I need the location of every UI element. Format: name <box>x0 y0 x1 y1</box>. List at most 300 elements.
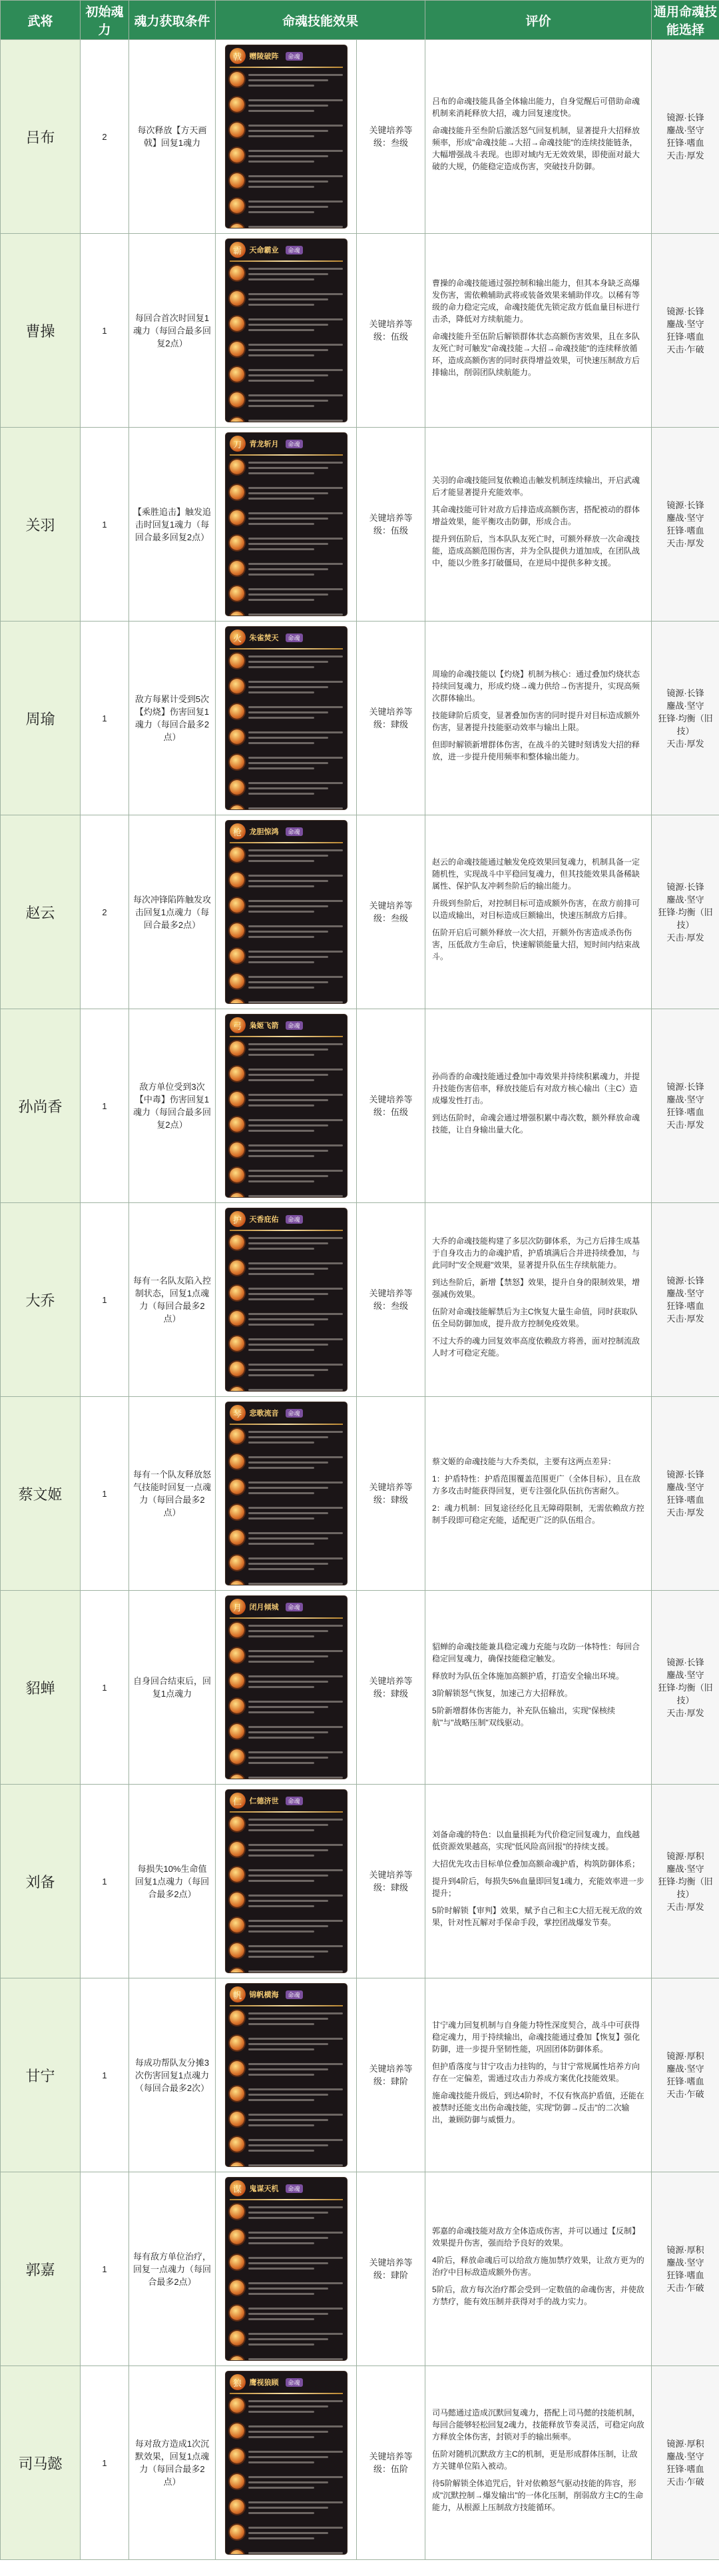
skill-tier <box>230 1842 343 1863</box>
tier-text-line <box>248 2501 343 2503</box>
tier-text-line <box>248 1844 343 1846</box>
tier-gem-icon <box>230 2061 244 2076</box>
generic-skill-line: 狂锋·均衡（旧技） <box>658 713 713 736</box>
tier-text-block <box>248 2525 343 2543</box>
tier-text-line <box>248 1777 343 1779</box>
skill-tier <box>230 729 343 751</box>
generic-skill-choice <box>652 1591 719 1785</box>
skill-tier <box>230 1724 343 1745</box>
generic-skill-line: 狂锋·均衡（旧技） <box>658 1876 713 1899</box>
tier-gem-icon <box>230 2036 244 2050</box>
evaluation <box>425 815 652 1009</box>
tier-text-line <box>248 1364 343 1366</box>
tier-text-line <box>248 354 314 356</box>
skill-name: 青龙斩月 <box>249 440 279 448</box>
tier-text-line <box>248 206 329 208</box>
tier-text-block <box>248 291 343 309</box>
generic-skill-choice <box>652 428 719 622</box>
generic-skill-line: 镜源·长锋 <box>666 500 704 510</box>
tier-text-block <box>248 1673 343 1691</box>
general-name: 赵云 <box>1 815 81 1009</box>
tier-text-line <box>248 742 314 744</box>
tier-text-line <box>248 2068 329 2070</box>
skill-name: 枭姬飞箭 <box>249 1022 279 1030</box>
tier-gem-icon <box>230 1067 244 1081</box>
skill-tag: 命魂 <box>286 1797 303 1805</box>
tier-text-line <box>248 614 343 616</box>
evaluation <box>425 2172 652 2366</box>
skill-emblem-icon: 狼 <box>230 2374 246 2390</box>
points-condition: 每对敌方造成1次沉默效果，回复1点魂力（每回合最多2点） <box>129 2366 216 2560</box>
header-initial-points: 初始魂力 <box>81 1 129 40</box>
key-level: 关键培养等级：叁级 <box>357 40 425 234</box>
generic-skill-line: 鏖战·坚守 <box>666 894 704 905</box>
skill-tier <box>230 2230 343 2251</box>
key-level: 关键培养等级：叁级 <box>357 1203 425 1397</box>
generic-skill-line: 鏖战·坚守 <box>666 319 704 329</box>
tier-text-line <box>248 2268 314 2270</box>
tier-text-line <box>248 2431 329 2433</box>
tier-text-line <box>248 344 343 346</box>
generic-skill-line: 鏖战·坚守 <box>666 125 704 135</box>
skill-tag: 命魂 <box>286 1409 303 1418</box>
tier-text-block <box>248 1842 343 1860</box>
tier-text-block <box>248 224 343 228</box>
tier-text-block <box>248 1775 343 1779</box>
skill-tier <box>230 1260 343 1282</box>
tier-text-line <box>248 767 314 769</box>
general-name: 刘备 <box>1 1785 81 1978</box>
skill-tier <box>230 2423 343 2445</box>
initial-points: 1 <box>81 1009 129 1203</box>
tier-gem-icon <box>230 1260 244 1275</box>
tier-text-line <box>248 1517 314 1519</box>
tier-gem-icon <box>230 1893 244 1907</box>
tier-text-line <box>248 1568 314 1570</box>
skill-tier <box>230 1387 343 1391</box>
generic-skill-line: 镜源·厚积 <box>666 2051 704 2061</box>
skill-tag: 命魂 <box>286 52 303 61</box>
tier-gem-icon <box>230 2255 244 2270</box>
skill-tier <box>230 1235 343 1256</box>
tier-text-line <box>248 329 314 331</box>
tier-gem-icon <box>230 1817 244 1831</box>
tier-text-line <box>248 2038 343 2040</box>
tier-text-block <box>248 1286 343 1304</box>
tier-gem-icon <box>230 1673 244 1688</box>
tier-text-block <box>248 612 343 616</box>
tier-text-line <box>248 518 329 520</box>
evaluation <box>425 1203 652 1397</box>
tier-text-line <box>248 1155 314 1157</box>
tier-text-block <box>248 367 343 385</box>
generic-skill-line: 镜源·长锋 <box>666 1276 704 1286</box>
skill-tier <box>230 460 343 481</box>
skill-tier <box>230 1623 343 1644</box>
skill-name: 闭月倾城 <box>249 1603 279 1611</box>
tier-text-line <box>248 1237 343 1239</box>
initial-points: 1 <box>81 1591 129 1785</box>
tier-text-line <box>248 1583 343 1585</box>
tier-text-line <box>248 1338 343 1340</box>
card-divider <box>230 2393 343 2394</box>
tier-gem-icon <box>230 1142 244 1157</box>
key-level: 关键培养等级：伍阶 <box>357 2366 425 2560</box>
general-name: 曹操 <box>1 234 81 428</box>
evaluation <box>425 1397 652 1591</box>
tier-text-line <box>248 2451 343 2453</box>
skill-tier <box>230 1918 343 1939</box>
tier-text-block <box>248 729 343 747</box>
tier-text-line <box>248 1273 314 1275</box>
skill-tier <box>230 847 343 869</box>
skill-card-image <box>226 1984 347 2166</box>
skill-tier <box>230 72 343 93</box>
points-condition: 每回合首次时回复1魂力（每回合最多回复2点） <box>129 234 216 428</box>
skill-tier-list <box>226 847 347 1003</box>
tier-text-line <box>248 2257 343 2259</box>
tier-gem-icon <box>230 123 244 137</box>
table-row <box>1 2366 719 2560</box>
points-condition: 每次释放【方天画戟】回复1魂力 <box>129 40 216 234</box>
tier-text-line <box>248 1442 314 1444</box>
table-row <box>1 622 719 815</box>
skill-tag: 命魂 <box>286 1990 303 1999</box>
tier-text-block <box>248 2280 343 2298</box>
tier-text-line <box>248 2411 314 2413</box>
tier-gem-icon <box>230 1749 244 1764</box>
tier-gem-icon <box>230 1387 244 1391</box>
skill-tier <box>230 704 343 725</box>
tier-text-block <box>248 1362 343 1380</box>
generic-skill-line: 镜源·厚积 <box>666 2439 704 2449</box>
skill-tier <box>230 2280 343 2302</box>
tier-text-line <box>248 1905 314 1907</box>
tier-text-line <box>248 130 329 132</box>
tier-text-line <box>248 2237 329 2239</box>
skill-emblem-icon: 护 <box>230 1211 246 1227</box>
tier-text-line <box>248 1369 329 1371</box>
evaluation-paragraph: 释放时为队伍全体施加高额护盾，打造安全输出环境。 <box>432 1671 624 1681</box>
tier-text-block <box>248 2010 343 2028</box>
skill-card-cell <box>216 1785 357 1978</box>
tier-text-line <box>248 1681 329 1683</box>
generic-skill-line: 鏖战·坚守 <box>666 2258 704 2268</box>
tier-text-line <box>248 787 329 789</box>
skill-tier <box>230 2061 343 2082</box>
table-row <box>1 1397 719 1591</box>
initial-points: 1 <box>81 428 129 622</box>
card-divider <box>230 648 343 649</box>
skill-card-image <box>226 2371 347 2554</box>
tier-text-block <box>248 1943 343 1961</box>
tier-gem-icon <box>230 755 244 769</box>
skill-emblem-icon: 帆 <box>230 1986 246 2002</box>
key-level: 关键培养等级：伍级 <box>357 234 425 428</box>
tier-gem-icon <box>230 2474 244 2489</box>
skill-tier <box>230 123 343 144</box>
tier-text-line <box>248 931 329 933</box>
tier-text-line <box>248 99 343 101</box>
evaluation-paragraph: 升级到叁阶后，对控制目标可造成额外伤害，在敌方前排可以造成输出，对目标造成巨额输出，快速压制敌方后排。 <box>432 899 640 920</box>
tier-text-line <box>248 298 329 300</box>
tier-text-line <box>248 467 329 469</box>
skill-name: 龙胆惊鸿 <box>249 828 279 836</box>
tier-gem-icon <box>230 392 244 407</box>
tier-text-line <box>248 324 329 326</box>
tier-text-block <box>248 2162 343 2166</box>
skill-tier-list <box>226 1235 347 1391</box>
skill-emblem-icon: 琴 <box>230 1405 246 1421</box>
tier-text-line <box>248 85 314 87</box>
tier-text-block <box>248 1817 343 1835</box>
tier-text-line <box>248 1563 329 1565</box>
generic-skill-line: 天击·厚发 <box>666 932 704 943</box>
skill-tag: 命魂 <box>286 1021 303 1030</box>
evaluation-paragraph: 4阶后，释放命魂后可以给敌方施加禁疗效果，让敌方更为的治疗中目标敌造成额外伤害。 <box>432 2256 644 2277</box>
skill-tier <box>230 949 343 970</box>
table-row <box>1 1009 719 1203</box>
tier-text-block <box>248 1429 343 1447</box>
tier-text-line <box>248 304 314 306</box>
tier-text-block <box>248 460 343 478</box>
tier-text-line <box>248 472 314 474</box>
evaluation-paragraph: 蔡文姬的命魂技能与大乔类似，主要有这两点差异： <box>432 1457 616 1466</box>
general-name: 甘宁 <box>1 1978 81 2172</box>
tier-text-line <box>248 661 329 663</box>
tier-text-block <box>248 510 343 528</box>
points-condition: 每损失10%生命值回复1点魂力（每回合最多2点） <box>129 1785 216 1978</box>
skill-tier <box>230 1168 343 1189</box>
skill-tier <box>230 612 343 616</box>
skill-emblem-icon: 火 <box>230 630 246 645</box>
tier-text-block <box>248 2423 343 2441</box>
generic-skill-line: 狂锋·嗜血 <box>666 138 704 148</box>
generic-skill-line: 天击·厚发 <box>666 538 704 548</box>
tier-text-line <box>248 1054 314 1056</box>
tier-text-line <box>248 211 314 213</box>
skill-tier-list <box>226 2398 347 2554</box>
tier-text-block <box>248 1699 343 1717</box>
generic-skill-line: 狂锋·均衡（旧技） <box>658 1682 713 1705</box>
tier-text-line <box>248 1869 343 1871</box>
points-condition: 每次冲锋陷阵触发攻击回复1点魂力（每回合最多2点） <box>129 815 216 1009</box>
skill-tier <box>230 1673 343 1695</box>
tier-text-block <box>248 586 343 604</box>
skill-tier <box>230 2036 343 2057</box>
tier-gem-icon <box>230 873 244 887</box>
tier-gem-icon <box>230 266 244 280</box>
tier-text-line <box>248 2094 329 2096</box>
tier-text-line <box>248 405 314 407</box>
tier-text-line <box>248 1945 343 1947</box>
initial-points: 1 <box>81 1203 129 1397</box>
skill-tier <box>230 148 343 169</box>
tier-text-line <box>248 2512 314 2514</box>
skill-tier <box>230 2255 343 2276</box>
tier-text-line <box>248 1762 314 1764</box>
generic-skill-line: 镜源·长锋 <box>666 1657 704 1667</box>
generic-skill-line: 镜源·长锋 <box>666 881 704 892</box>
tier-gem-icon <box>230 805 244 809</box>
tier-text-line <box>248 1512 329 1514</box>
generic-skill-line: 鏖战·坚守 <box>666 1482 704 1492</box>
tier-text-line <box>248 2481 329 2483</box>
generic-skill-line: 镜源·厚积 <box>666 2245 704 2255</box>
tier-text-line <box>248 1950 329 1952</box>
evaluation-paragraph: 貂蝉的命魂技能兼具稳定魂力充能与攻防一体特性：每回合稳定回复魂力，确保技能稳定触发。 <box>432 1642 640 1663</box>
tier-text-line <box>248 150 343 152</box>
evaluation-paragraph: 司马懿通过造成沉默回复魂力，搭配上司马懿的技能机制，每回合能够轻松回复2魂力，技能释放节奏灵活，可稳定向敌方释放全体伤害，封锁对手的输出频率。 <box>432 2408 644 2441</box>
generic-skill-choice <box>652 2172 719 2366</box>
generic-skill-line: 狂锋·嗜血 <box>666 2270 704 2280</box>
skill-card-header <box>226 2371 347 2393</box>
skill-tier <box>230 2162 343 2166</box>
skill-tier <box>230 291 343 312</box>
skill-tier <box>230 923 343 945</box>
tier-gem-icon <box>230 923 244 938</box>
skill-tier <box>230 173 343 195</box>
skill-card-header <box>226 45 347 67</box>
tier-text-line <box>248 2012 343 2014</box>
general-name: 孙尚香 <box>1 1009 81 1203</box>
skill-tier <box>230 1749 343 1771</box>
points-condition: 【乘胜追击】触发追击时回复1魂力（每回合最多回复2点） <box>129 428 216 622</box>
skill-tier <box>230 536 343 557</box>
evaluation-paragraph: 待5阶解锁全体追咒后，针对依赖怒气驱动技能的阵容，形成"沉默控制→爆发输出"的一体化压制，削弱敌方主C的生命能力，从根源上压制敌方技能循环。 <box>432 2479 644 2512</box>
tier-text-line <box>248 1288 343 1290</box>
skill-tier <box>230 2398 343 2419</box>
skill-tier <box>230 2010 343 2032</box>
skill-emblem-icon: 刀 <box>230 436 246 452</box>
tier-gem-icon <box>230 2525 244 2539</box>
generic-skill-line: 狂锋·嗜血 <box>666 1301 704 1311</box>
evaluation-paragraph: 赵云的命魂技能通过触发免疫效果回复魂力，机制具备一定随机性，实现战斗中平稳回复魂力，但其技能效果具备稀缺属性、保护队友冲刺叁阶后的输出能力。 <box>432 857 640 891</box>
tier-text-line <box>248 226 343 228</box>
tier-text-block <box>248 173 343 191</box>
skill-emblem-icon: 谋 <box>230 2180 246 2196</box>
tier-text-line <box>248 2119 329 2121</box>
tier-gem-icon <box>230 316 244 331</box>
tier-gem-icon <box>230 72 244 87</box>
skill-tier-list <box>226 1041 347 1197</box>
skill-tier-list <box>226 2204 347 2360</box>
tier-text-line <box>248 1349 314 1351</box>
skill-tier <box>230 1943 343 1964</box>
skill-card-cell <box>216 1009 357 1203</box>
tier-gem-icon <box>230 1623 244 1637</box>
tier-text-line <box>248 981 329 983</box>
generic-skill-line: 鏖战·坚守 <box>666 2451 704 2461</box>
key-level: 关键培养等级：肆级 <box>357 1397 425 1591</box>
tier-text-line <box>248 2288 329 2290</box>
tier-text-line <box>248 1625 343 1627</box>
tier-text-line <box>248 1819 343 1821</box>
table-row <box>1 1978 719 2172</box>
generic-skill-line: 狂锋·均衡（旧技） <box>658 907 713 930</box>
tier-text-block <box>248 1067 343 1084</box>
key-level: 关键培养等级：伍级 <box>357 428 425 622</box>
tier-text-line <box>248 293 343 295</box>
tier-gem-icon <box>230 1943 244 1958</box>
skill-card-cell <box>216 40 357 234</box>
generic-skill-line: 鏖战·坚守 <box>666 1288 704 1298</box>
tier-gem-icon <box>230 2423 244 2438</box>
tier-text-line <box>248 135 314 137</box>
tier-text-block <box>248 485 343 503</box>
tier-text-line <box>248 1094 343 1096</box>
tier-text-line <box>248 1195 343 1197</box>
skill-tier-list <box>226 653 347 809</box>
table-row <box>1 1591 719 1785</box>
header-points-condition: 魂力获取条件 <box>129 1 216 40</box>
evaluation <box>425 622 652 815</box>
tier-text-line <box>248 2507 329 2509</box>
evaluation-paragraph: 伍阶对随机沉默敌方主C的机制，更是形成群体压制，让敌方关键单位陷入被动。 <box>432 2449 638 2471</box>
tier-text-line <box>248 711 329 713</box>
tier-text-block <box>248 2356 343 2360</box>
tier-text-line <box>248 849 343 851</box>
points-condition: 敌方每累计受到5次【灼烧】伤害回复1魂力（每回合最多2点） <box>129 622 216 815</box>
tier-text-line <box>248 2405 329 2407</box>
skill-tag: 命魂 <box>286 2378 303 2387</box>
generic-skill-line: 狂锋·嗜血 <box>666 2464 704 2474</box>
tier-text-line <box>248 2400 343 2402</box>
tier-text-line <box>248 691 314 693</box>
tier-text-line <box>248 1824 329 1826</box>
skill-card-header <box>226 2178 347 2199</box>
tier-text-line <box>248 1557 343 1559</box>
tier-text-line <box>248 731 343 733</box>
tier-text-line <box>248 1956 314 1958</box>
generic-skill-choice <box>652 234 719 428</box>
generic-skill-choice <box>652 815 719 1009</box>
generic-skill-line: 天击·厚发 <box>666 1507 704 1517</box>
skill-tier <box>230 1555 343 1577</box>
skill-card-image <box>226 433 347 616</box>
tier-text-line <box>248 498 314 500</box>
tier-text-line <box>248 1344 329 1346</box>
skill-emblem-icon: 仁 <box>230 1793 246 1809</box>
skill-tier <box>230 1867 343 1889</box>
initial-points: 1 <box>81 2366 129 2560</box>
tier-text-line <box>248 1043 343 1045</box>
generic-skill-line: 鏖战·坚守 <box>666 2064 704 2074</box>
tier-gem-icon <box>230 97 244 112</box>
tier-gem-icon <box>230 1480 244 1494</box>
tier-text-line <box>248 1661 314 1663</box>
tier-text-block <box>248 1581 343 1585</box>
skill-tag: 命魂 <box>286 246 303 254</box>
tier-text-line <box>248 588 343 590</box>
tier-text-line <box>248 1124 329 1126</box>
evaluation-paragraph: 5阶后，敌方每次治疗都会受到一定数值的命魂伤害，并使敌方禁疗，能有效压制并获得对手的战力实力。 <box>432 2285 644 2306</box>
tier-gem-icon <box>230 2331 244 2346</box>
tier-text-block <box>248 1235 343 1253</box>
tier-text-line <box>248 1324 314 1326</box>
evaluation-paragraph: 吕布的命魂技能具备全体输出能力，自身觉醒后可借助命魂机制来消耗释放大招，魂力回复速度快。 <box>432 97 640 118</box>
tier-gem-icon <box>230 2086 244 2101</box>
tier-text-line <box>248 855 329 857</box>
tier-text-line <box>248 2537 314 2539</box>
skill-tier <box>230 974 343 995</box>
tier-text-line <box>248 1925 329 1927</box>
tier-text-line <box>248 1180 314 1182</box>
tier-text-block <box>248 2255 343 2273</box>
tier-text-line <box>248 737 329 739</box>
tier-text-line <box>248 273 329 275</box>
skill-card-header <box>226 821 347 842</box>
